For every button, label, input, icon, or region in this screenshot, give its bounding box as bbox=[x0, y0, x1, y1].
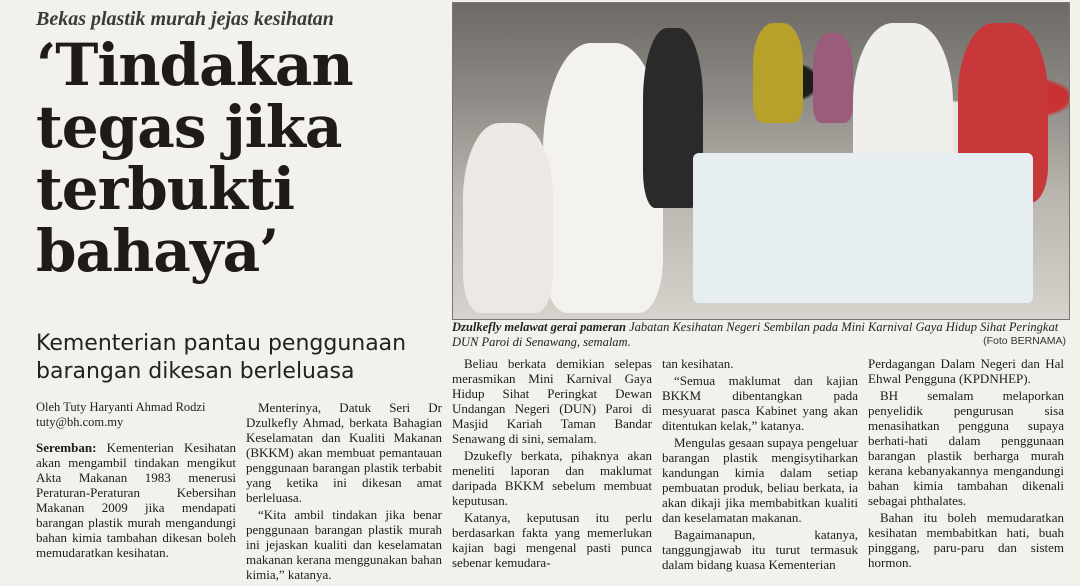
paragraph: “Kita ambil tindakan jika benar penggunaan barangan plastik murah ini jejaskan kualiti dan keselamatan makanan kerana menggunakan bahan kimia,” katanya. bbox=[246, 507, 442, 582]
paragraph: Bagaimanapun, katanya, tanggungjawab itu turut termasuk dalam bidang kuasa Kementerian bbox=[662, 527, 858, 572]
article-kicker: Bekas plastik murah jejas kesihatan bbox=[36, 8, 334, 30]
photo-figure bbox=[813, 33, 853, 123]
column-5 bbox=[868, 356, 1064, 572]
headline-line: bahaya’ bbox=[36, 217, 279, 285]
news-photo bbox=[452, 2, 1070, 320]
paragraph: Bahan itu boleh memudaratkan kesihatan membabitkan hati, buah pinggang, paru-paru dan sistem hormon. bbox=[868, 510, 1064, 570]
paragraph: Beliau berkata demikian selepas merasmikan Mini Karnival Gaya Hidup Sihat Peringkat Dewan Undangan Negeri (DUN) Paroi di Masjid Kariah Taman Bandar Senawang di sini, semalam. bbox=[452, 356, 652, 446]
paragraph: tan kesihatan. bbox=[662, 356, 734, 371]
column-1 bbox=[36, 440, 236, 562]
paragraph: “Semua maklumat dan kajian BKKM dibentangkan pada mesyuarat pasca Kabinet yang akan ditentukan kelak,” katanya. bbox=[662, 373, 858, 433]
byline-email: tuty@bh.com.my bbox=[36, 415, 124, 429]
article-headline bbox=[36, 31, 436, 285]
paragraph: Perdagangan Dalam Negeri dan Hal Ehwal Pengguna (KPDNHEP). bbox=[868, 356, 1064, 386]
photo-credit: (Foto BERNAMA) bbox=[983, 335, 1066, 347]
paragraph bbox=[36, 440, 236, 560]
caption-text: Jabatan Kesihatan Negeri Sembilan pada Mini Karnival Gaya Hidup Sihat Peringkat DUN Paroi di Senawang, semalam. bbox=[452, 320, 1059, 349]
headline-line: tegas jika bbox=[36, 93, 342, 161]
dateline: Seremban: bbox=[36, 440, 97, 455]
column-4 bbox=[662, 356, 858, 574]
photo-figure bbox=[753, 23, 803, 123]
article-deck: Kementerian pantau penggunaan barangan dikesan berleluasa bbox=[36, 331, 407, 384]
paragraph: Menterinya, Datuk Seri Dr Dzulkefly Ahmad, berkata Bahagian Keselamatan dan Kualiti Makanan (BKKM) akan membuat pemantauan penggunaan barangan plastik terbabit yang ketika ini dikesan amat berleluasa. bbox=[246, 400, 442, 505]
photo-figure bbox=[463, 123, 553, 313]
column-3 bbox=[452, 356, 652, 572]
paragraph-text: Kementerian Kesihatan akan mengambil tindakan mengikut Akta Makanan 1983 menerusi Peraturan-Peraturan Kebersihan Makanan 2009 jika mendapati barangan plastik murah mengandungi bahan kimia tambahan dikesan boleh memudaratkan kesihatan. bbox=[36, 440, 236, 560]
headline-line: ‘Tindakan bbox=[36, 31, 353, 99]
photo-caption bbox=[452, 320, 1068, 350]
photo-table bbox=[693, 153, 1033, 303]
paragraph: Mengulas gesaan supaya pengeluar barangan plastik mengisytiharkan kandungan kimia dalam setiap pembuatan produk, beliau berkata, ia akan dikaji jika membabitkan kualiti dan keselamatan makanan. bbox=[662, 435, 858, 525]
paragraph: Dzukefly berkata, pihaknya akan meneliti laporan dan maklumat daripada BKKM sebelum membuat keputusan. bbox=[452, 448, 652, 508]
column-2 bbox=[246, 400, 442, 584]
byline bbox=[36, 400, 236, 430]
paragraph: Katanya, keputusan itu perlu berdasarkan fakta yang memerlukan kajian bagi mengenal pasti punca sebenar kemudara- bbox=[452, 510, 652, 570]
paragraph: BH semalam melaporkan penyelidik pengurusan sisa menasihatkan pengguna supaya berhati-hati dalam penggunaan barangan plastik berharga murah kerana kebanyakannya mengandungi bahan kimia tambahan dikenali sebagai phthalates. bbox=[868, 388, 1064, 508]
caption-lead: Dzulkefly melawat gerai pameran bbox=[452, 320, 626, 334]
headline-line: terbukti bbox=[36, 155, 294, 223]
byline-author: Oleh Tuty Haryanti Ahmad Rodzi bbox=[36, 400, 206, 414]
